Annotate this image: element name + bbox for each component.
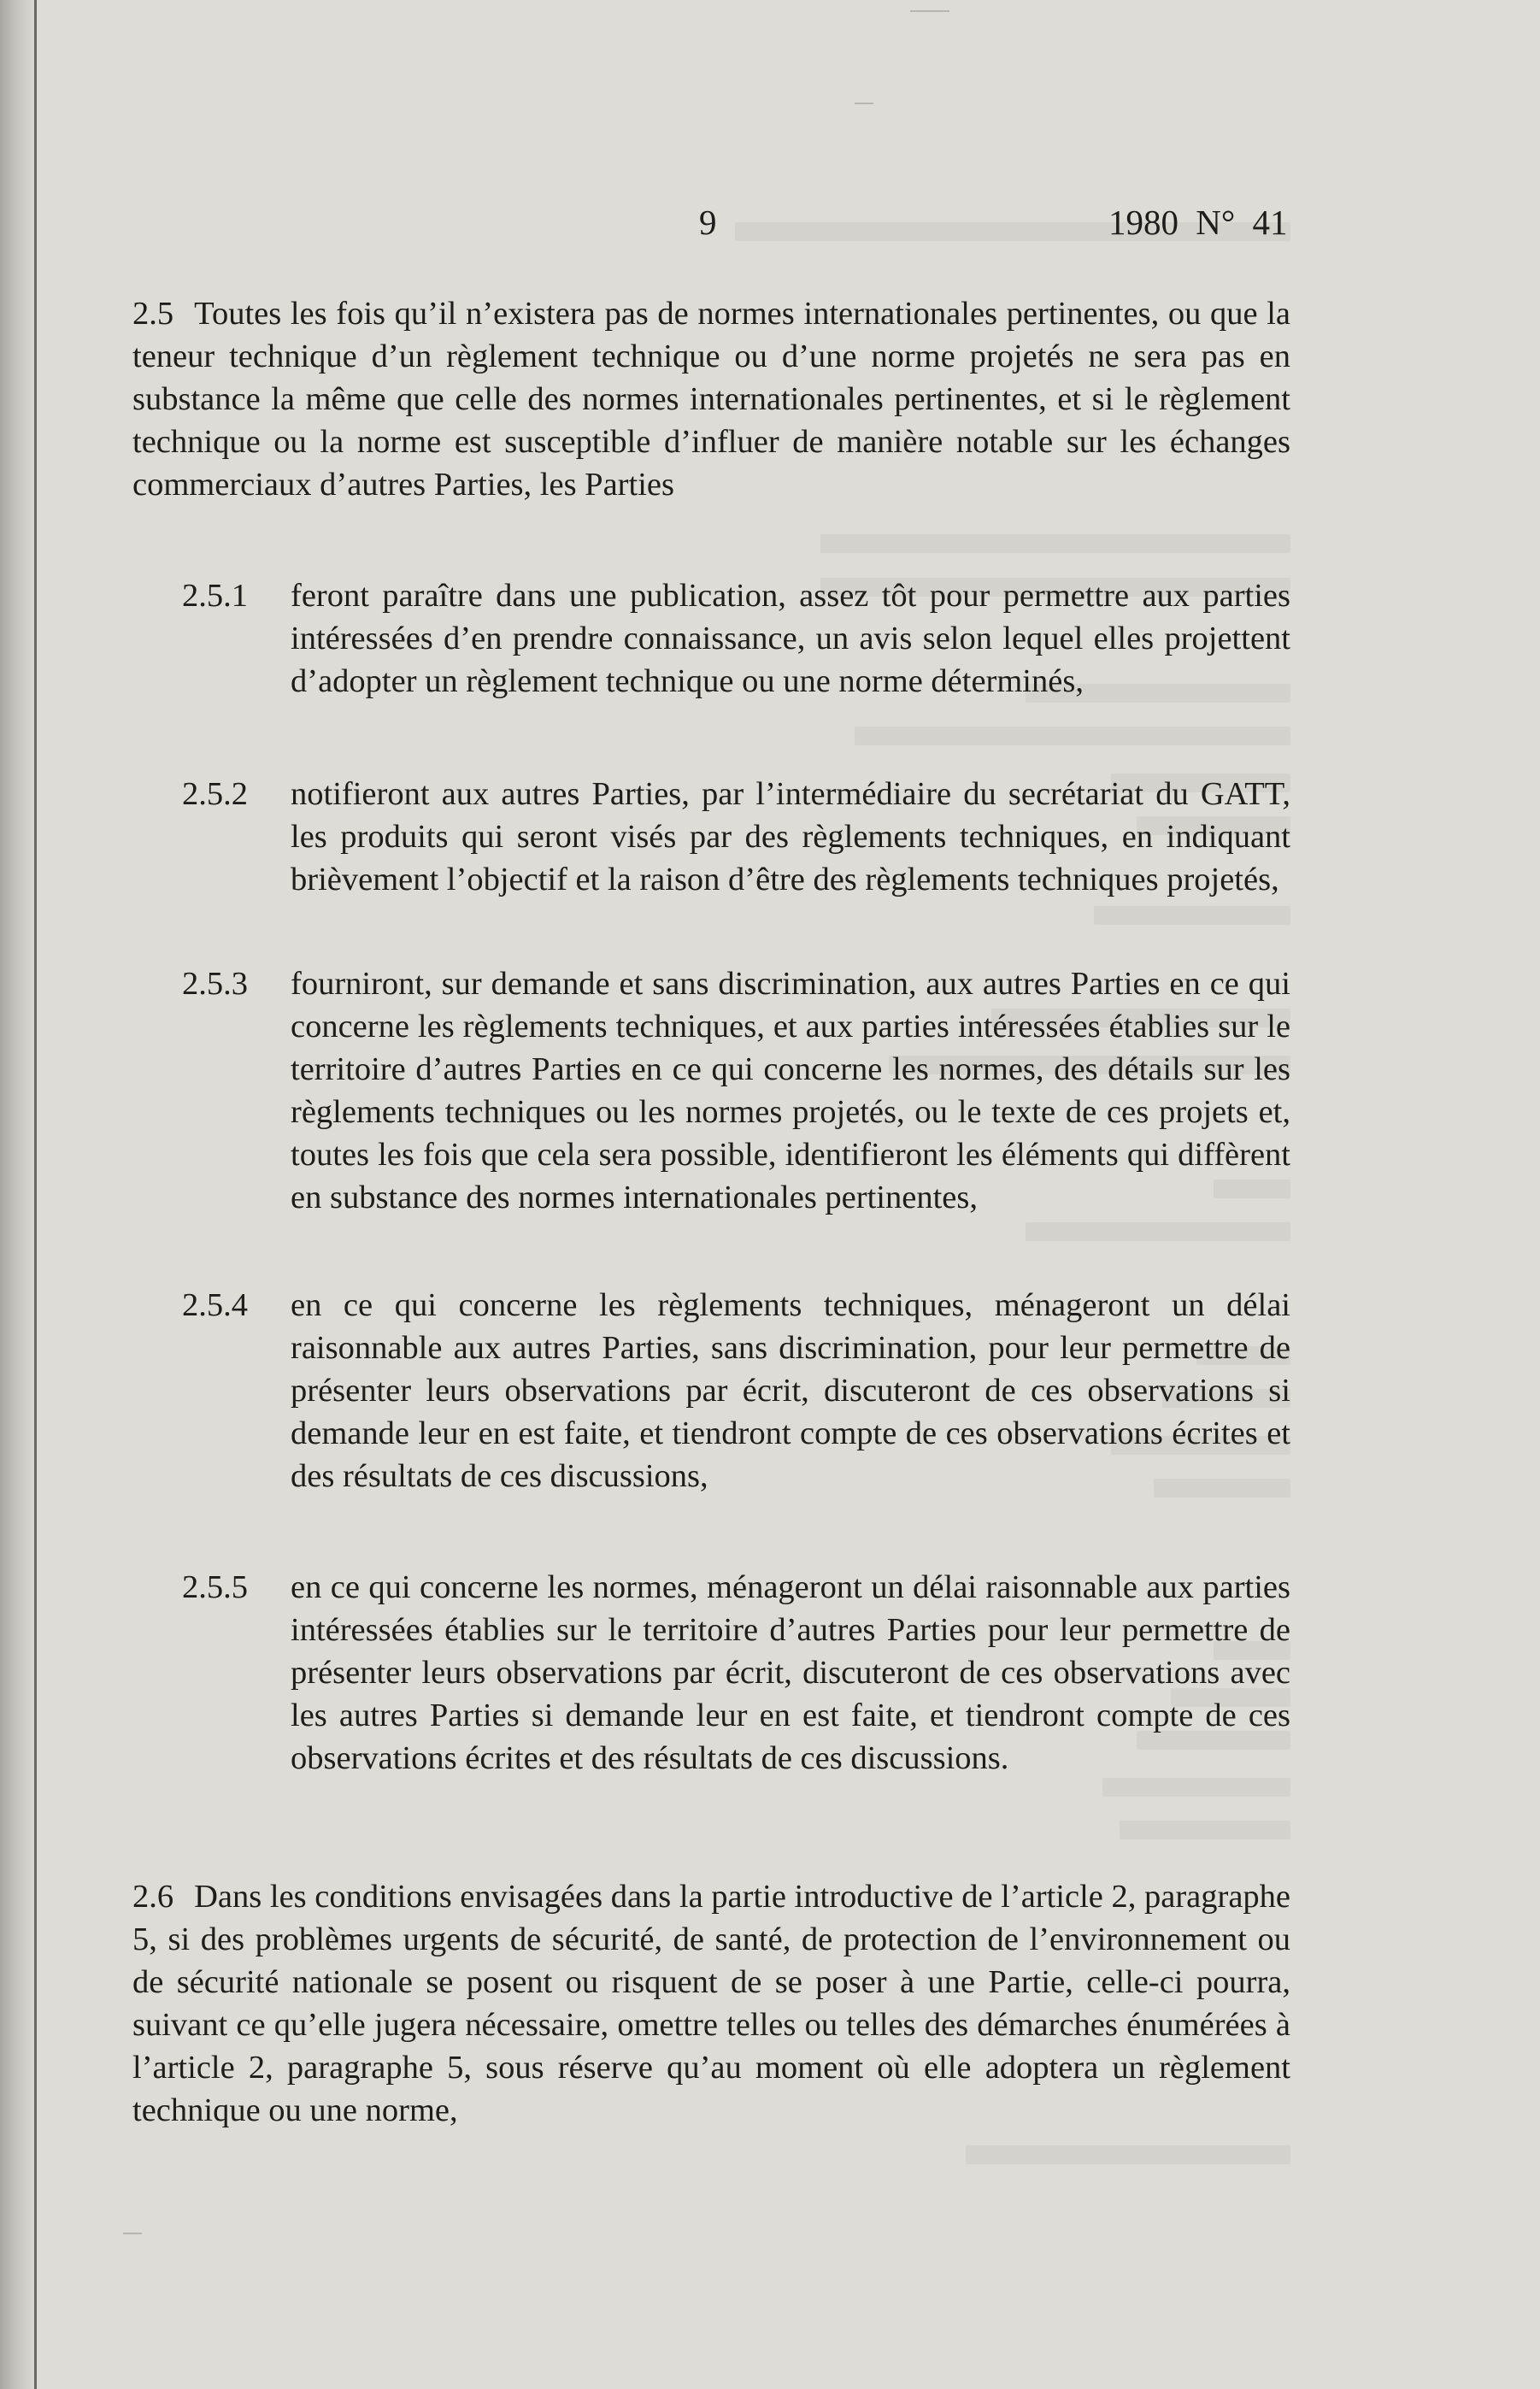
subparagraph-2-5-5: en ce qui concerne les normes, ménageront un délai raisonnable aux parties intéressées établies sur le territoire d’autres Parties pour leur permettre de présenter leurs observations par écrit, discuteront de ces observations avec les autres Parties si demande leur en est faite, et tiendront compte de ces observations écrites et des résultats de ces discussions. xyxy=(291,1569,1290,1776)
paragraph-2-6 xyxy=(132,1875,1290,2132)
page-number: 9 xyxy=(699,203,717,242)
subparagraph-number: 2.5.2 xyxy=(182,776,248,812)
paragraph-text: Toutes les fois qu’il n’existera pas de normes internationales pertinentes, ou que la teneur technique d’un règlement technique ou d’une norme projetés ne sera pas en substance la même que celle des normes internationales pertinentes, et si le règlement technique ou la norme est susceptible d’influer de manière notable sur les échanges commerciaux d’autres Parties, les Parties xyxy=(132,296,1290,503)
subparagraph-number: 2.5.1 xyxy=(182,578,248,614)
document-year-number: 1980 N° 41 xyxy=(1108,203,1288,242)
paper-scuff xyxy=(123,2233,142,2234)
subparagraph-2-5-3: fourniront, sur demande et sans discrimination, aux autres Parties en ce qui concerne les règlements techniques, et aux parties intéressées établies sur le territoire d’autres Parties en ce qui concerne les normes, des détails sur les règlements techniques ou les normes projetés, ou le texte de ces projets et, toutes les fois que cela sera possible, identifieront les éléments qui diffèrent en substance des normes internationales pertinentes, xyxy=(291,966,1290,1215)
page-binding-edge xyxy=(0,0,38,2389)
paragraph-2-5 xyxy=(132,292,1290,506)
paragraph-number: 2.6 xyxy=(132,1879,174,1915)
subparagraph-2-5-2: notifieront aux autres Parties, par l’intermédiaire du secrétariat du GATT, les produits qui seront visés par des règlements techniques, en indiquant brièvement l’objectif et la raison d’être des règlements techniques projetés, xyxy=(291,776,1290,897)
subparagraph-2-5-1: feront paraître dans une publication, assez tôt pour permettre aux parties intéressées d’en prendre connaissance, un avis selon lequel elles projettent d’adopter un règlement technique ou une norme déterminés, xyxy=(291,578,1290,699)
subparagraph-2-5-4: en ce qui concerne les règlements techniques, ménageront un délai raisonnable aux autres Parties, sans discrimination, pour leur permettre de présenter leurs observations par écrit, discuteront de ces observations si demande leur en est faite, et tiendront compte de ces observations écrites et des résultats de ces discussions, xyxy=(291,1287,1290,1494)
subparagraph-number: 2.5.4 xyxy=(182,1287,248,1323)
paper-scuff xyxy=(910,10,949,12)
paragraph-text: Dans les conditions envisagées dans la partie introductive de l’article 2, paragraphe 5, si des problèmes urgents de sécurité, de santé, de protection de l’environnement ou de sécurité nationale se posent ou risquent de se poser à une Partie, celle-ci pourra, suivant ce qu’elle jugera nécessaire, omettre telles ou telles des démarches énumérées à l’article 2, paragraphe 5, sous réserve qu’au moment où elle adoptera un règlement technique ou une norme, xyxy=(132,1879,1290,2128)
subparagraph-number: 2.5.3 xyxy=(182,966,248,1002)
subparagraph-number: 2.5.5 xyxy=(182,1569,248,1605)
paragraph-number: 2.5 xyxy=(132,296,174,332)
paper-scuff xyxy=(855,103,873,104)
page-binding-line xyxy=(34,0,37,2389)
